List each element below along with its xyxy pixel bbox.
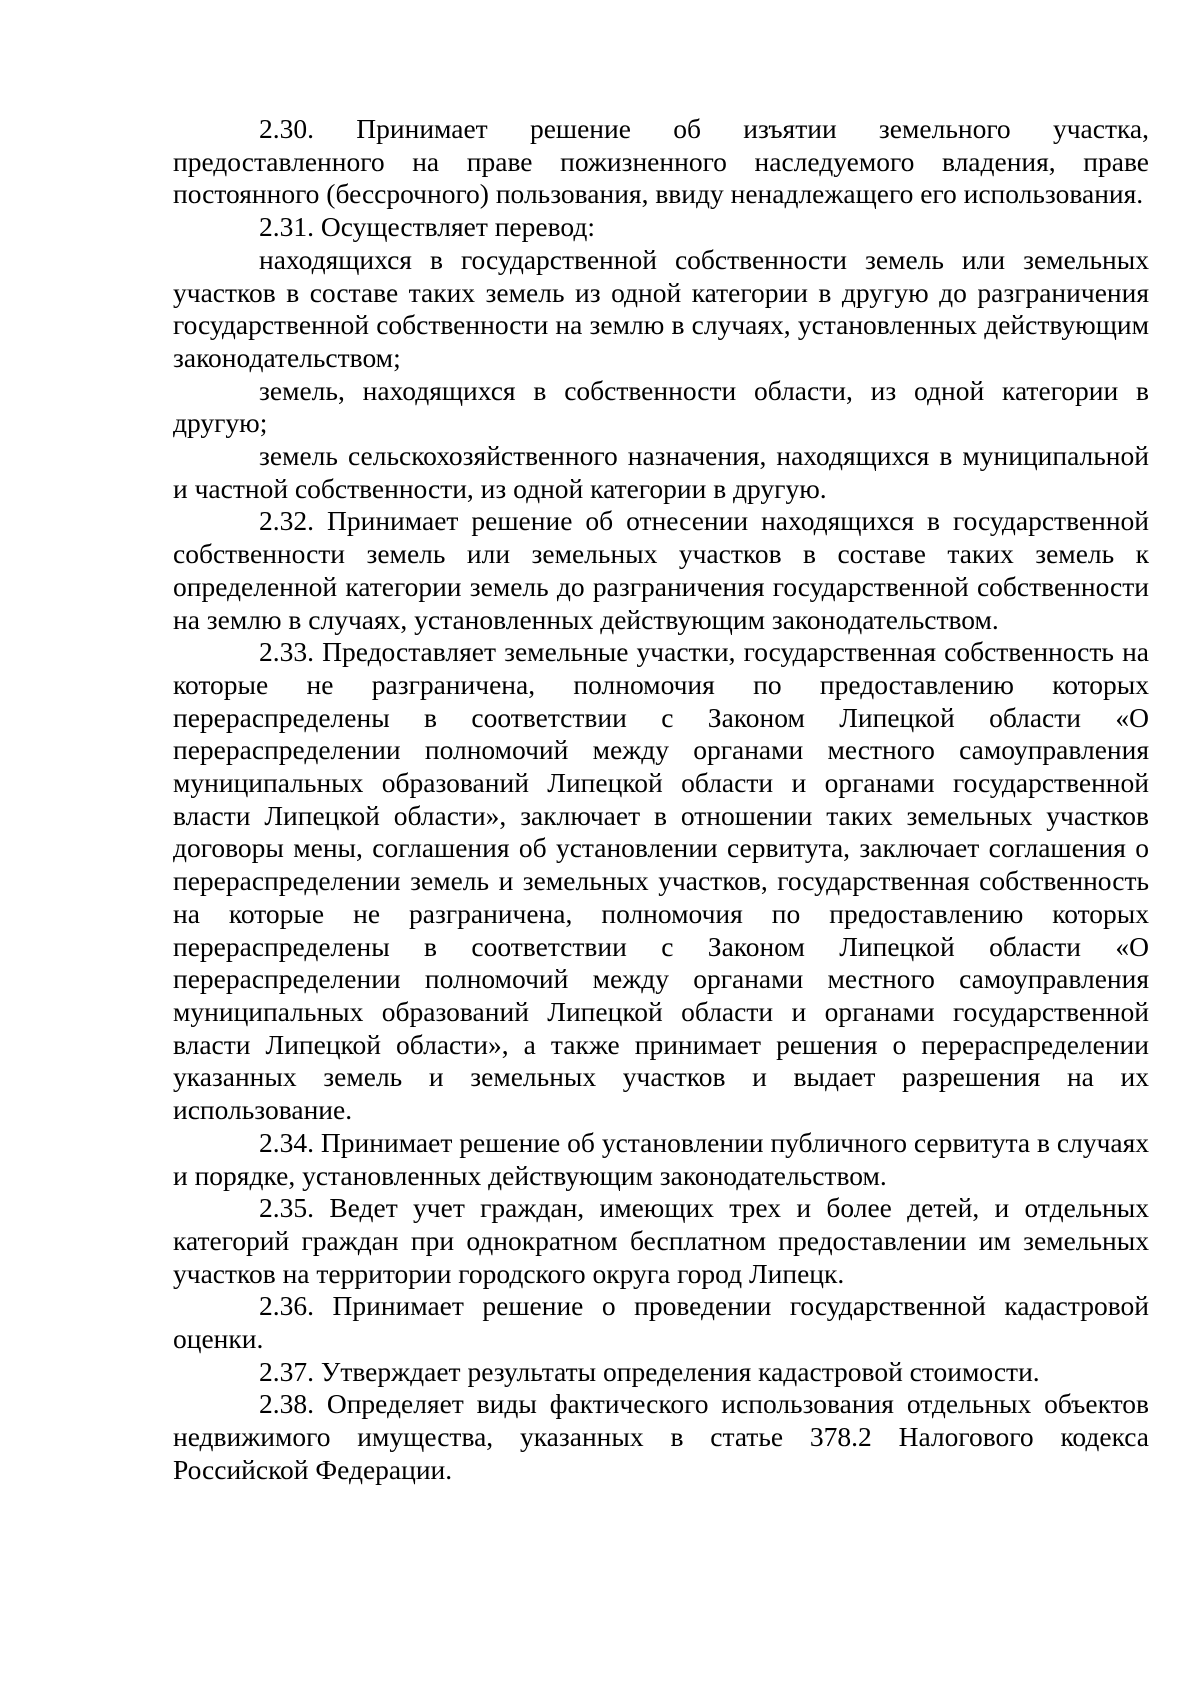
paragraph-2-31-item-2: земель, находящихся в собственности области, из одной категории в другую; xyxy=(173,374,1149,439)
paragraph-2-31: 2.31. Осуществляет перевод: xyxy=(259,211,595,243)
paragraph-2-30: 2.30. Принимает решение об изъятии земельного участка, предоставленного на праве пожизненного наследуемого владения, праве постоянного (бессрочного) пользования, ввиду ненадлежащего его использования. xyxy=(173,113,1149,210)
paragraph-2-34: 2.34. Принимает решение об установлении публичного сервитута в случаях и порядке, установленных действующим законодательством. xyxy=(173,1126,1149,1191)
paragraph-2-33: 2.33. Предоставляет земельные участки, государственная собственность на которые не разграничена, полномочия по предоставлению которых перераспределены в соответствии с Законом Липецкой области «О перераспределении полномочий между органами местного самоуправления муниципальных образований Липецкой области и органами государственной власти Липецкой области», заключает в отношении таких земельных участков договоры мены, соглашения об установлении сервитута, заключает соглашения о перераспределении земель и земельных участков, государственная собственность на которые не разграничена, полномочия по предоставлению которых перераспределены в соответствии с Законом Липецкой области «О перераспределении полномочий между органами местного самоуправления муниципальных образований Липецкой области и органами государственной власти Липецкой области», а также принимает решения о перераспределении указанных земель и земельных участков и выдает разрешения на их использование. xyxy=(173,636,1149,1126)
document-body xyxy=(173,113,1149,1487)
paragraph-2-38: 2.38. Определяет виды фактического использования отдельных объектов недвижимого имущества, указанных в статье 378.2 Налогового кодекса Российской Федерации. xyxy=(173,1388,1149,1485)
paragraph-2-31-item-3: земель сельскохозяйственного назначения, находящихся в муниципальной и частной собственности, из одной категории в другую. xyxy=(173,440,1149,504)
paragraph-2-31-item-1: находящихся в государственной собственности земель или земельных участков в составе таких земель из одной категории в другую до разграничения государственной собственности на землю в случаях, установленных действующим законодательством; xyxy=(173,243,1149,373)
paragraph-2-37: 2.37. Утверждает результаты определения кадастровой стоимости. xyxy=(259,1355,1040,1387)
paragraph-2-32: 2.32. Принимает решение об отнесении находящихся в государственной собственности земель или земельных участков в составе таких земель к определенной категории земель до разграничения государственной собственности на землю в случаях, установленных действующим законодательством. xyxy=(173,505,1149,635)
paragraph-2-36: 2.36. Принимает решение о проведении государственной кадастровой оценки. xyxy=(173,1290,1149,1355)
paragraph-2-35: 2.35. Ведет учет граждан, имеющих трех и более детей, и отдельных категорий граждан при однократном бесплатном предоставлении им земельных участков на территории городского округа город Липецк. xyxy=(173,1192,1149,1289)
